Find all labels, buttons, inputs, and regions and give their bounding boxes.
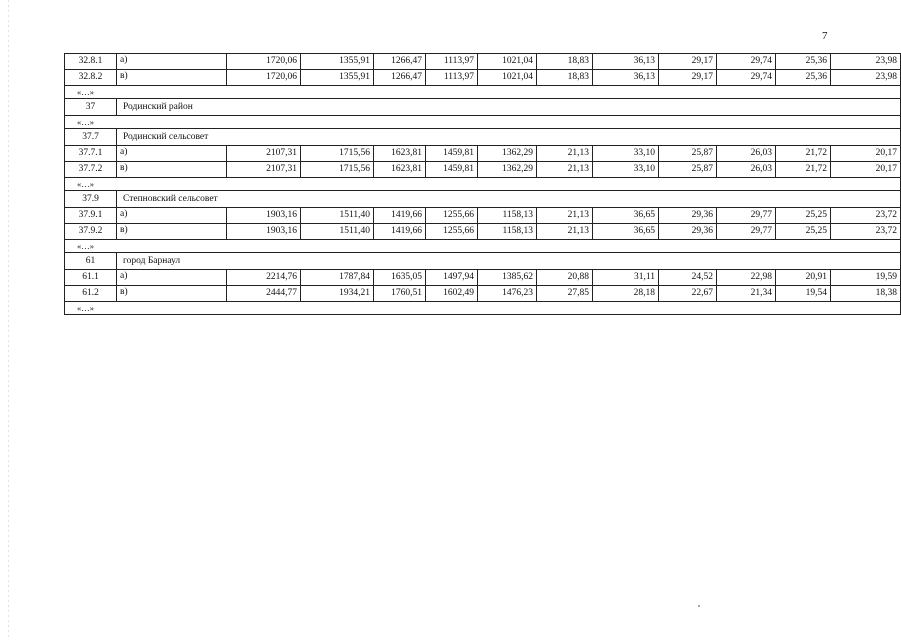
- table-row: [65, 54, 901, 70]
- value-cell: 21,13: [537, 224, 593, 240]
- value-cell: 20,17: [831, 162, 901, 178]
- section-name: Родинский сельсовет: [117, 129, 901, 146]
- value-cell: 33,10: [593, 146, 659, 162]
- value-cell: 24,52: [659, 270, 717, 286]
- row-subtype: а): [117, 208, 227, 224]
- value-cell: 1255,66: [426, 208, 478, 224]
- value-cell: 1903,16: [227, 224, 301, 240]
- value-cell: 2107,31: [227, 146, 301, 162]
- value-cell: 21,34: [717, 286, 776, 302]
- row-subtype: а): [117, 146, 227, 162]
- value-cell: 2107,31: [227, 162, 301, 178]
- value-cell: 1511,40: [301, 224, 374, 240]
- omitted-rows-marker: «…»: [65, 116, 901, 129]
- value-cell: 18,83: [537, 70, 593, 86]
- value-cell: 1715,56: [301, 146, 374, 162]
- value-cell: 2444,77: [227, 286, 301, 302]
- value-cell: 33,10: [593, 162, 659, 178]
- value-cell: 36,13: [593, 54, 659, 70]
- value-cell: 1602,49: [426, 286, 478, 302]
- value-cell: 1903,16: [227, 208, 301, 224]
- value-cell: 1459,81: [426, 162, 478, 178]
- value-cell: 1158,13: [478, 208, 537, 224]
- value-cell: 29,36: [659, 224, 717, 240]
- ellipsis-row: [65, 302, 901, 315]
- value-cell: 27,85: [537, 286, 593, 302]
- section-row: [65, 129, 901, 146]
- value-cell: 36,65: [593, 208, 659, 224]
- value-cell: 31,11: [593, 270, 659, 286]
- value-cell: 1355,91: [301, 54, 374, 70]
- value-cell: 29,77: [717, 208, 776, 224]
- value-cell: 1720,06: [227, 54, 301, 70]
- value-cell: 25,36: [776, 70, 831, 86]
- table-row: [65, 270, 901, 286]
- value-cell: 1715,56: [301, 162, 374, 178]
- value-cell: 29,36: [659, 208, 717, 224]
- value-cell: 36,13: [593, 70, 659, 86]
- value-cell: 1635,05: [374, 270, 426, 286]
- value-cell: 29,77: [717, 224, 776, 240]
- value-cell: 1787,84: [301, 270, 374, 286]
- row-code: 32.8.2: [65, 70, 117, 86]
- value-cell: 1385,62: [478, 270, 537, 286]
- table-row: [65, 208, 901, 224]
- table-row: [65, 146, 901, 162]
- section-code: 61: [65, 253, 117, 270]
- omitted-rows-marker: «…»: [65, 178, 901, 191]
- table-row: [65, 286, 901, 302]
- value-cell: 1419,66: [374, 224, 426, 240]
- value-cell: 23,98: [831, 54, 901, 70]
- value-cell: 19,54: [776, 286, 831, 302]
- row-code: 32.8.1: [65, 54, 117, 70]
- value-cell: 23,98: [831, 70, 901, 86]
- omitted-rows-marker: «…»: [65, 302, 901, 315]
- value-cell: 1623,81: [374, 146, 426, 162]
- value-cell: 21,72: [776, 162, 831, 178]
- value-cell: 1255,66: [426, 224, 478, 240]
- value-cell: 23,72: [831, 208, 901, 224]
- row-subtype: в): [117, 70, 227, 86]
- value-cell: 18,38: [831, 286, 901, 302]
- scan-speck: [698, 605, 700, 607]
- row-code: 61.1: [65, 270, 117, 286]
- value-cell: 1511,40: [301, 208, 374, 224]
- section-row: [65, 253, 901, 270]
- value-cell: 1476,23: [478, 286, 537, 302]
- value-cell: 1459,81: [426, 146, 478, 162]
- row-code: 37.9.1: [65, 208, 117, 224]
- row-code: 37.7.1: [65, 146, 117, 162]
- ellipsis-row: [65, 116, 901, 129]
- value-cell: 25,36: [776, 54, 831, 70]
- row-subtype: в): [117, 224, 227, 240]
- row-subtype: а): [117, 270, 227, 286]
- section-code: 37.9: [65, 191, 117, 208]
- section-name: город Барнаул: [117, 253, 901, 270]
- row-code: 37.9.2: [65, 224, 117, 240]
- section-code: 37: [65, 99, 117, 116]
- value-cell: 1021,04: [478, 54, 537, 70]
- value-cell: 18,83: [537, 54, 593, 70]
- value-cell: 1362,29: [478, 162, 537, 178]
- value-cell: 1355,91: [301, 70, 374, 86]
- value-cell: 1497,94: [426, 270, 478, 286]
- scan-edge: [8, 0, 9, 640]
- value-cell: 25,87: [659, 146, 717, 162]
- value-cell: 29,74: [717, 54, 776, 70]
- value-cell: 1720,06: [227, 70, 301, 86]
- value-cell: 1113,97: [426, 70, 478, 86]
- value-cell: 25,25: [776, 208, 831, 224]
- value-cell: 23,72: [831, 224, 901, 240]
- tariff-table: [64, 53, 901, 315]
- value-cell: 1113,97: [426, 54, 478, 70]
- value-cell: 1623,81: [374, 162, 426, 178]
- section-name: Родинский район: [117, 99, 901, 116]
- omitted-rows-marker: «…»: [65, 240, 901, 253]
- value-cell: 21,13: [537, 146, 593, 162]
- table-row: [65, 162, 901, 178]
- value-cell: 22,98: [717, 270, 776, 286]
- value-cell: 26,03: [717, 162, 776, 178]
- omitted-rows-marker: «…»: [65, 86, 901, 99]
- value-cell: 1362,29: [478, 146, 537, 162]
- value-cell: 21,13: [537, 208, 593, 224]
- row-subtype: в): [117, 286, 227, 302]
- value-cell: 21,72: [776, 146, 831, 162]
- ellipsis-row: [65, 86, 901, 99]
- value-cell: 1934,21: [301, 286, 374, 302]
- value-cell: 25,25: [776, 224, 831, 240]
- value-cell: 20,88: [537, 270, 593, 286]
- value-cell: 20,91: [776, 270, 831, 286]
- value-cell: 1021,04: [478, 70, 537, 86]
- value-cell: 1266,47: [374, 54, 426, 70]
- section-row: [65, 99, 901, 116]
- value-cell: 1419,66: [374, 208, 426, 224]
- value-cell: 29,17: [659, 54, 717, 70]
- section-code: 37.7: [65, 129, 117, 146]
- row-subtype: а): [117, 54, 227, 70]
- value-cell: 36,65: [593, 224, 659, 240]
- row-code: 37.7.2: [65, 162, 117, 178]
- row-subtype: в): [117, 162, 227, 178]
- value-cell: 1158,13: [478, 224, 537, 240]
- value-cell: 20,17: [831, 146, 901, 162]
- ellipsis-row: [65, 240, 901, 253]
- value-cell: 19,59: [831, 270, 901, 286]
- value-cell: 1266,47: [374, 70, 426, 86]
- value-cell: 25,87: [659, 162, 717, 178]
- tariff-table-container: [64, 53, 897, 315]
- table-row: [65, 70, 901, 86]
- page-number: 7: [822, 30, 828, 42]
- value-cell: 29,74: [717, 70, 776, 86]
- ellipsis-row: [65, 178, 901, 191]
- value-cell: 28,18: [593, 286, 659, 302]
- section-row: [65, 191, 901, 208]
- table-row: [65, 224, 901, 240]
- value-cell: 2214,76: [227, 270, 301, 286]
- section-name: Степновский сельсовет: [117, 191, 901, 208]
- value-cell: 26,03: [717, 146, 776, 162]
- value-cell: 22,67: [659, 286, 717, 302]
- value-cell: 21,13: [537, 162, 593, 178]
- value-cell: 1760,51: [374, 286, 426, 302]
- value-cell: 29,17: [659, 70, 717, 86]
- row-code: 61.2: [65, 286, 117, 302]
